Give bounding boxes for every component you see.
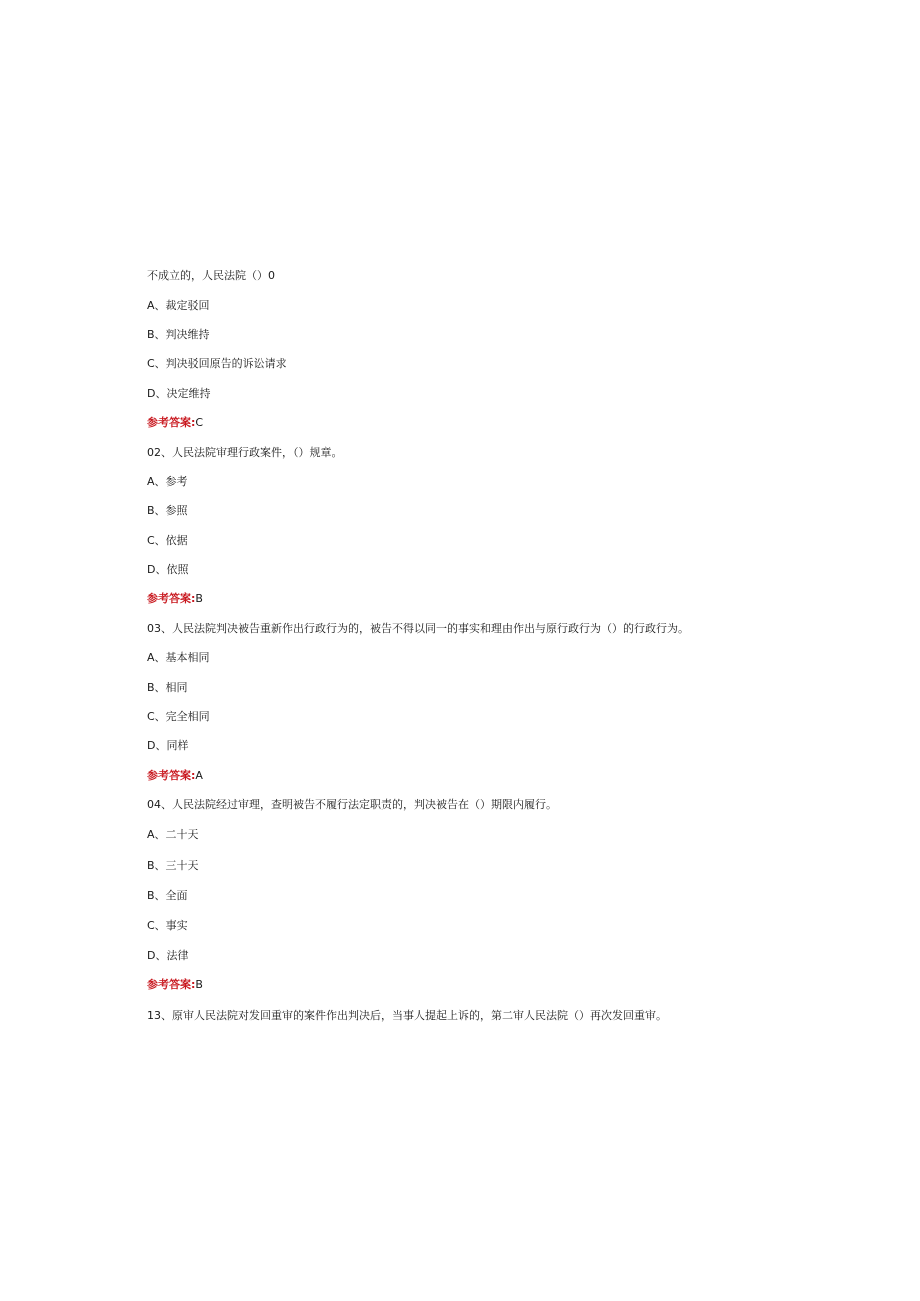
answer-value: A [195, 769, 203, 782]
option-d: D、同样 [147, 739, 189, 752]
question-stem: 03、人民法院判决被告重新作出行政行为的，被告不得以同一的事实和理由作出与原行政行为（）的行政行为。 [147, 622, 689, 635]
option-d: D、法律 [147, 949, 189, 962]
option-c: C、依据 [147, 534, 188, 547]
answer-line [147, 978, 203, 992]
answer-label: 参考答案: [147, 978, 196, 991]
answer-label: 参考答案: [147, 592, 196, 605]
option-b: B、三十天 [147, 859, 199, 872]
answer-value: B [195, 978, 203, 991]
option-b-duplicate: B、全面 [147, 889, 188, 902]
option-d: D、决定维持 [147, 387, 211, 400]
question-stem: 02、人民法院审理行政案件，（）规章。 [147, 446, 343, 459]
question-stem: 13、原审人民法院对发回重审的案件作出判决后，当事人提起上诉的，第二审人民法院（）再次发回重审。 [147, 1009, 667, 1022]
question-stem: 04、人民法院经过审理，查明被告不履行法定职责的，判决被告在（）期限内履行。 [147, 798, 557, 811]
option-d: D、依照 [147, 563, 189, 576]
option-a: A、裁定驳回 [147, 299, 210, 312]
answer-value: B [195, 592, 203, 605]
answer-label: 参考答案: [147, 416, 196, 429]
answer-line [147, 416, 203, 430]
answer-line [147, 769, 203, 783]
answer-line [147, 592, 203, 606]
option-b: B、参照 [147, 504, 188, 517]
answer-value: C [195, 416, 204, 429]
option-a: A、参考 [147, 475, 188, 488]
option-b: B、判决维持 [147, 328, 210, 341]
question-stem: 不成立的，人民法院（）0 [147, 269, 275, 282]
option-c: C、事实 [147, 919, 188, 932]
option-a: A、二十天 [147, 828, 199, 841]
option-a: A、基本相同 [147, 651, 210, 664]
option-b: B、相同 [147, 681, 188, 694]
answer-label: 参考答案: [147, 769, 196, 782]
option-c: C、完全相同 [147, 710, 210, 723]
option-c: C、判决驳回原告的诉讼请求 [147, 357, 287, 370]
